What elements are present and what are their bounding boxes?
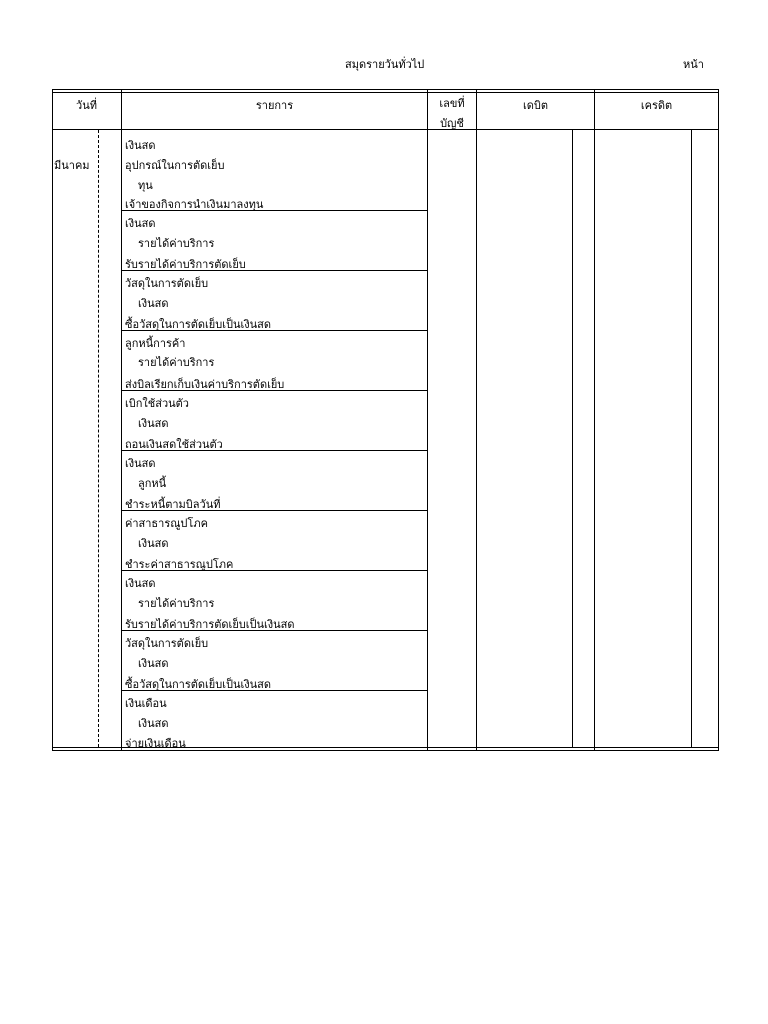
header-debit: เดบิต xyxy=(522,99,549,112)
debit-account: เงินสด xyxy=(125,217,156,230)
table-left-border xyxy=(52,89,53,751)
credit-account: รายได้ค่าบริการ xyxy=(138,237,215,250)
entry-explanation: ส่งบิลเรียกเก็บเงินค่าบริการตัดเย็บ xyxy=(125,378,285,391)
debit-account: ลูกหนี้การค้า xyxy=(125,337,186,350)
debit-account: เบิกใช้ส่วนตัว xyxy=(125,397,189,410)
entry-explanation: ซื้อวัสดุในการตัดเย็บเป็นเงินสด xyxy=(125,678,271,691)
credit-account: เงินสด xyxy=(138,297,169,310)
debit-account: ค่าสาธารณูปโภค xyxy=(125,517,208,530)
header-account-no-line2: บัญชี xyxy=(440,117,464,130)
entry-explanation: ซื้อวัสดุในการตัดเย็บเป็นเงินสด xyxy=(125,318,271,331)
credit-account: เงินสด xyxy=(138,657,169,670)
debit-account: เงินสด xyxy=(125,139,156,152)
credit-account: เงินสด xyxy=(138,717,169,730)
debit-account: อุปกรณ์ในการตัดเย็บ xyxy=(125,159,225,172)
entry-explanation: รับรายได้ค่าบริการตัดเย็บ xyxy=(125,258,246,271)
credit-account: เงินสด xyxy=(138,537,169,550)
header-account-no-line1: เลขที่ xyxy=(439,97,465,110)
journal-table xyxy=(52,89,719,751)
debit-account: วัสดุในการตัดเย็บ xyxy=(125,277,209,290)
entry-explanation: ชำระหนี้ตามบิลวันที่ xyxy=(125,498,221,511)
credit-account: ทุน xyxy=(138,179,153,192)
debit-column-divider xyxy=(594,89,595,751)
debit-account: เงินสด xyxy=(125,577,156,590)
entry-explanation: ชำระค่าสาธารณูปโภค xyxy=(125,558,234,571)
entry-explanation: จ่ายเงินเดือน xyxy=(125,737,186,750)
debit-account: เงินสด xyxy=(125,457,156,470)
account-column-divider xyxy=(476,89,477,751)
entry-explanation: เจ้าของกิจการนำเงินมาลงทุน xyxy=(125,198,264,211)
header-bottom-border xyxy=(52,129,719,130)
month-label: มีนาคม xyxy=(54,159,90,172)
description-column-divider xyxy=(427,89,428,751)
date-column-divider xyxy=(121,89,122,751)
table-top-border xyxy=(52,89,719,90)
page-number-label: หน้า xyxy=(683,58,704,71)
credit-account: ลูกหนี้ xyxy=(138,477,167,490)
journal-title: สมุดรายวันทั่วไป xyxy=(345,58,425,71)
debit-satang-divider xyxy=(572,130,573,747)
credit-account: รายได้ค่าบริการ xyxy=(138,597,215,610)
table-top-border-inner xyxy=(52,92,719,93)
entry-explanation: รับรายได้ค่าบริการตัดเย็บเป็นเงินสด xyxy=(125,618,295,631)
header-credit: เครดิต xyxy=(640,99,673,112)
header-date: วันที่ xyxy=(76,99,97,112)
debit-account: เงินเดือน xyxy=(125,697,167,710)
header-description: รายการ xyxy=(255,99,294,112)
date-day-divider xyxy=(98,130,99,747)
table-right-border xyxy=(718,89,719,751)
credit-satang-divider xyxy=(691,130,692,747)
credit-account: รายได้ค่าบริการ xyxy=(138,356,215,369)
debit-account: วัสดุในการตัดเย็บ xyxy=(125,637,209,650)
entry-explanation: ถอนเงินสดใช้ส่วนตัว xyxy=(125,438,223,451)
credit-account: เงินสด xyxy=(138,417,169,430)
